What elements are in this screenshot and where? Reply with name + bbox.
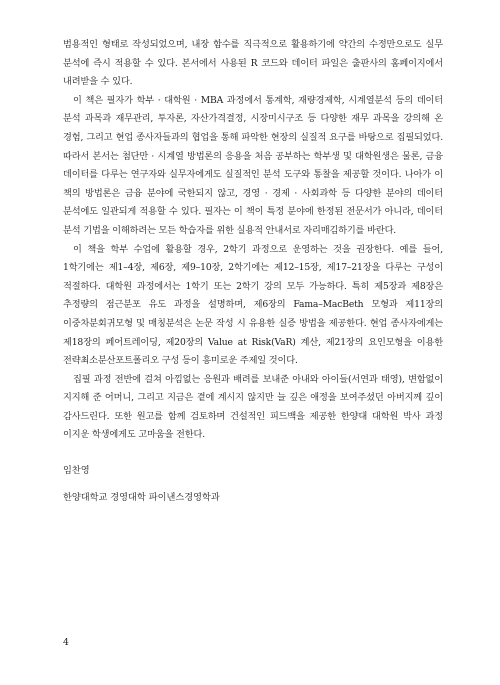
paragraph-code-availability: 범용적인 형태로 작성되었으며, 내장 함수를 직극적으로 활용하기에 약간의 수정만으로도 실무 분석에 즉시 적용할 수 있다. 본서에서 사용된 R 코드와 데이터 파일은 출판사의 홈페이지에서 내려받을 수 있다. [63,39,443,88]
paragraph-acknowledgements: 집필 과정 전반에 걸쳐 아낌없는 응원과 배려를 보내준 아내와 아이들(서연과 태영), 변함없이 지지해 준 어머니, 그리고 지금은 곁에 계시지 않지만 늘 깊은 애정을 보여주셨던 아버지께 깊이 감사드린다. 또한 원고를 함께 검토하며 건설적인 피드백을 제공한 한양대 대학원 박사 과정 이지운 학생에게도 고마움을 전한다. [63,373,443,441]
author-affiliation: 한양대학교 경영대학 파이낸스경영학과 [63,491,220,503]
paragraph-course-usage: 이 책을 학부 수업에 활용할 경우, 2학기 과정으로 운영하는 것을 권장한다. 예를 들어, 1학기에는 제1–4장, 제6장, 제9–10장, 2학기에는 제12–15장, 제17–21장을 다루는 구성이 적절하다. 대학원 과정에서는 1학기 또는 2학기 강의 모두 가능하다. 특히 제5장과 제8장은 추정량의 점근분포 유도 과정을 설명하며, 제6장의 Fama–MacBeth 모형과 제11장의 이중차분회귀모형 및 매칭분석은 논문 작성 시 유용한 실증 방법을 제공한다. 현업 종사자에게는 제18장의 페어트레이딩, 제20장의 Value at Risk(VaR) 계산, 제21장의 요인모형을 이용한 전략최소분산포트폴리오 구성 등이 흥미로운 주제일 것이다. [63,243,443,367]
author-name: 임찬영 [63,465,90,476]
paragraph-book-background: 이 책은 필자가 학부 · 대학원 · MBA 과정에서 통계학, 재량경제학, 시계열분석 등의 데이터 분석 과목과 재무관리, 투자론, 자산가격결정, 시장미시구조 등 다양한 재무 과목을 강의해 온 경험, 그리고 현업 종사자들과의 협업을 통해 파악한 현장의 실질적 요구를 바탕으로 집필되었다. 따라서 본서는 첨단만 · 시계열 방법론의 응용을 처음 공부하는 학부생 및 대학원생은 물론, 금융 데이터를 다루는 연구자와 실무자에게도 실질적인 분석 도구와 통찰을 제공할 것이다. 나아가 이 책의 방법론은 금융 분야에 국한되지 않고, 경영 · 경제 · 사회과학 등 다양한 분야의 데이터 분석에도 일관되게 적용할 수 있다. 필자는 이 책이 특정 분야에 한정된 전문서가 아니라, 데이터 분석 기법을 이해하려는 모든 학습자를 위한 실용적 안내서로 자리매김하기를 바란다. [63,94,443,236]
author-signature [63,462,220,507]
page-number: 4 [63,637,69,648]
preface-body [63,36,443,445]
